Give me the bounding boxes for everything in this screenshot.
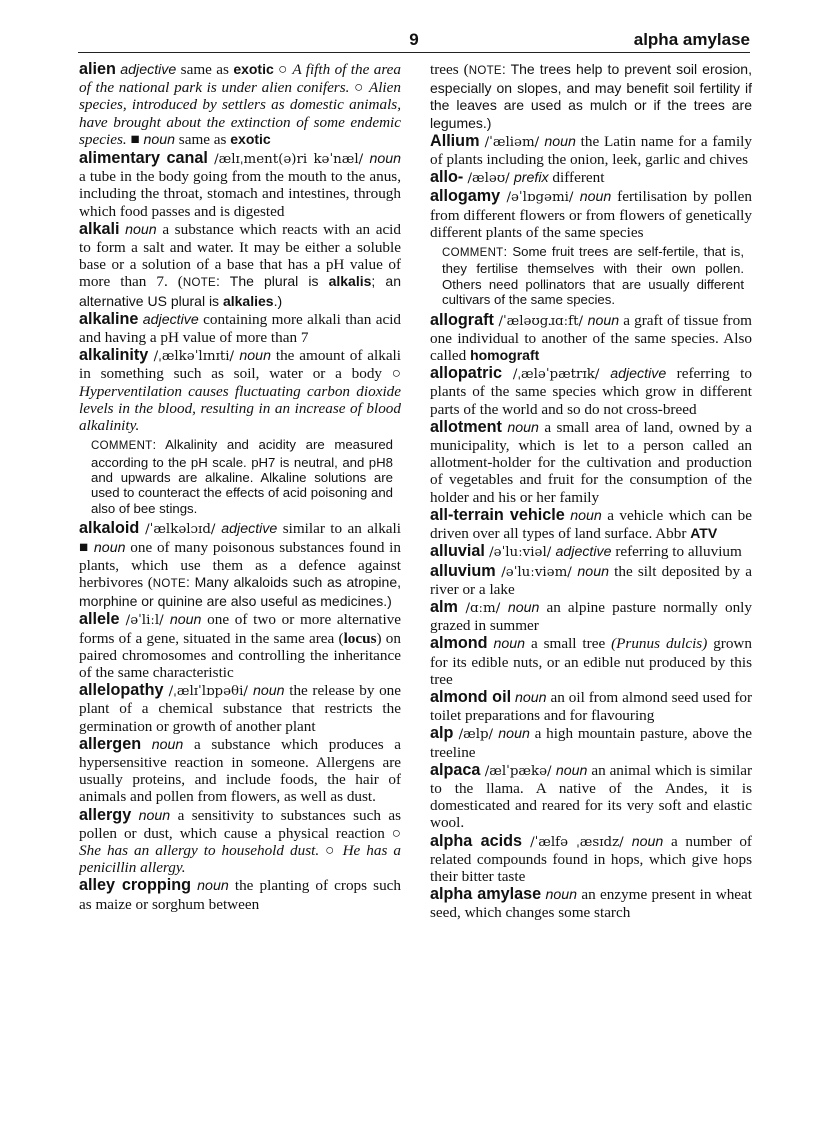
page-header — [78, 28, 750, 53]
part-of-speech: noun — [631, 833, 664, 850]
definition: a tube in the body going from the mouth to the anus, including the throat, stomach and intestines, through which food passes and is digested — [79, 168, 401, 220]
bold-term: locus — [343, 629, 377, 647]
definition: grown for its edible nuts, or an edible nut produced by this tree — [430, 635, 752, 688]
pronunciation: /ælɪˌment(ə)ri kəˈnæl/ — [207, 152, 370, 168]
part-of-speech: noun — [570, 507, 602, 524]
pronunciation: /ˈæliəm/ — [479, 134, 545, 150]
headword: alm — [430, 597, 458, 616]
definition: a graft of tissue from one individual to another of the same species. Also called — [430, 311, 752, 365]
part-of-speech: noun — [239, 348, 271, 365]
entry-alluvial — [430, 543, 752, 561]
definition: a number of related compounds found in hops, which give hops their bitter taste — [430, 832, 752, 885]
entry-alien — [79, 61, 401, 149]
sense-separator: ■ — [126, 130, 144, 148]
headword: allogamy — [430, 187, 501, 206]
comment-text: : Alkalinity and acidity are measured according to the pH scale. pH7 is neutral, and pH8 and upwards are alkaline. Alkaline solutions are used to counteract the effects of acid poisoning and also of bee stings. — [91, 437, 393, 516]
entry-alley-cropping — [79, 877, 401, 912]
definition: an oil from almond seed used for toilet preparations and for flavouring — [430, 688, 752, 725]
part-of-speech: noun — [369, 151, 401, 168]
comment-box — [91, 437, 393, 516]
entry-almond — [430, 635, 752, 688]
entry-allopatric — [430, 365, 752, 418]
definition: same as — [176, 61, 234, 78]
example: Alien species, introduced by settlers as domestic animals, have brought about the extinction of some endemic species. — [79, 79, 401, 148]
entry-alpha-acids — [430, 833, 752, 886]
entry-allergen — [79, 736, 401, 806]
definition: referring to plants of the same species which grow in different parts of the world and so do not cross-breed — [430, 365, 752, 418]
definition: a substance which reacts with an acid to form a salt and water. It may be either a soluble base or a solution of a base that has a pH value of more than 7. ( — [79, 220, 401, 291]
headword: alkaline — [79, 309, 139, 328]
headword: alluvium — [430, 561, 496, 580]
note-label: NOTE — [468, 65, 502, 77]
pronunciation: /ˌælɪˈlɒpəθi/ — [163, 684, 254, 700]
pronunciation: /əˈlɒgəmi/ — [500, 190, 580, 206]
definition: ) on paired chromosomes and controlling the inheritance of the same characteristic — [79, 629, 401, 681]
headword: alluvial — [430, 542, 485, 561]
entry-allotment — [430, 419, 752, 506]
headword: allotment — [430, 417, 502, 436]
definition: one of many poisonous substances found in plants, which use them as a defence against herbivores ( — [79, 538, 401, 591]
cross-reference: homograft — [470, 347, 540, 364]
definition: the planting of crops such as maize or sorghum between — [79, 877, 401, 913]
definition: different — [548, 169, 605, 187]
entry-allograft — [430, 312, 752, 365]
entry-almond-oil — [430, 689, 752, 724]
headword: allo- — [430, 168, 464, 187]
part-of-speech: noun — [515, 689, 547, 706]
note-bold: alkalis — [328, 273, 372, 290]
headword: alley cropping — [79, 876, 192, 895]
definition: a high mountain pasture, above the treeline — [430, 725, 752, 761]
part-of-speech: adjective — [555, 544, 612, 561]
headword: alkali — [79, 219, 120, 238]
entry-alimentary-canal — [79, 150, 401, 220]
pronunciation: /ˌæləˈpætrɪk/ — [501, 367, 611, 383]
entry-alkalinity — [79, 347, 401, 516]
entry-alp — [430, 725, 752, 760]
part-of-speech: noun — [151, 736, 184, 753]
headword: allergy — [79, 805, 132, 824]
definition: similar to an alkali — [277, 520, 401, 538]
note-label: NOTE — [152, 577, 186, 590]
definition: same as — [175, 130, 231, 148]
sense-separator: ■ — [79, 538, 94, 556]
entry-allele — [79, 611, 401, 681]
entry-alkaline — [79, 311, 401, 346]
definition: referring to alluvium — [611, 543, 742, 561]
example: She has an allergy to household dust. — [79, 841, 320, 859]
pronunciation: /ˈælkəlɔɪd/ — [139, 522, 222, 538]
note-text: ; an alternative US plural is — [79, 273, 401, 309]
definition: an enzyme present in wheat seed, which changes some starch — [430, 886, 752, 922]
part-of-speech: noun — [507, 599, 540, 616]
entry-allo — [430, 169, 752, 187]
pronunciation: /ˈælfə ˌæsɪdz/ — [522, 834, 632, 850]
definition: one of two or more alternative forms of a gene, situated in the same area ( — [79, 611, 401, 647]
cross-reference: exotic — [233, 61, 274, 77]
pronunciation: /ælˈpækə/ — [480, 763, 556, 779]
part-of-speech: noun — [587, 312, 620, 329]
example-separator: ○ — [384, 824, 401, 842]
part-of-speech: adjective — [120, 62, 177, 78]
note-label: NOTE — [182, 277, 217, 290]
entry-alkaloid — [79, 520, 401, 610]
definition: a sensitivity to substances such as pollen or dust, which cause a physical reaction — [79, 806, 401, 842]
headword: alien — [79, 61, 116, 78]
headword: alkaloid — [79, 519, 140, 538]
headword: allele — [79, 610, 120, 629]
part-of-speech: noun — [493, 636, 526, 653]
definition: containing more alkali than acid and having a pH value of more than 7 — [79, 310, 401, 347]
part-of-speech: adjective — [221, 521, 278, 538]
part-of-speech: noun — [125, 221, 157, 238]
headword: alimentary canal — [79, 149, 208, 168]
part-of-speech: noun — [138, 807, 171, 824]
headword: alkalinity — [79, 346, 149, 365]
pronunciation: /æləʊ/ — [463, 171, 514, 187]
example-separator: ○ — [382, 365, 401, 383]
example: A fifth of the area of the national park is under alien conifers. — [79, 61, 401, 97]
part-of-speech: noun — [93, 539, 126, 556]
comment-text: : Some fruit trees are self-fertile, that is, they fertilise themselves with their own pollen. Others need pollinators that are usually different cultivars of the same species. — [442, 244, 744, 308]
part-of-speech: noun — [169, 612, 202, 629]
definition: a substance which produces a hypersensitive reaction in someone. Allergens are usually proteins, and include foods, the hair of animals and pollen from flowers, as well as dust. — [79, 735, 401, 806]
running-head: alpha amylase — [633, 30, 750, 49]
note-text: : The plural is — [216, 273, 329, 290]
definition: trees ( — [430, 61, 469, 78]
part-of-speech: adjective — [142, 311, 199, 328]
pronunciation: /ˈæləʊgɹɑːft/ — [493, 313, 588, 329]
example: Hyperventilation causes fluctuating carbon dioxide levels in the blood, resulting in an increase of blood alkalinity. — [79, 382, 401, 435]
comment-label: COMMENT — [91, 440, 153, 453]
headword: alpha amylase — [430, 885, 542, 904]
part-of-speech: noun — [555, 762, 588, 779]
headword: alp — [430, 724, 454, 743]
entry-continuation — [430, 61, 752, 132]
part-of-speech: noun — [498, 726, 530, 743]
left-column — [79, 61, 401, 1071]
pronunciation: /əˈluːviəm/ — [495, 564, 578, 580]
part-of-speech: adjective — [610, 366, 667, 383]
headword: alpaca — [430, 760, 481, 779]
headword: allopatric — [430, 364, 502, 383]
comment-box — [442, 244, 744, 308]
definition: the Latin name for a family of plants including the onion, leek, garlic and chives — [430, 132, 752, 169]
right-column — [430, 61, 752, 1071]
pronunciation: /ˌælkəˈlɪnɪti/ — [148, 349, 240, 365]
headword: all-terrain vehicle — [430, 505, 565, 524]
pronunciation: /əˈliːl/ — [119, 613, 170, 629]
pronunciation: /ælp/ — [453, 727, 499, 743]
note-text: .) — [273, 292, 283, 309]
definition: the amount of alkali in something such as soil, water or a body — [79, 347, 401, 383]
part-of-speech: noun — [197, 878, 229, 895]
part-of-speech: noun — [253, 683, 285, 700]
entry-alm — [430, 599, 752, 634]
headword: allelopathy — [79, 681, 164, 700]
note-text: : The trees help to prevent soil erosion, especially on slopes, and may benefit soil fertility if the leaves are used as mulch or if the trees are legumes.) — [430, 61, 752, 131]
entry-alluvium — [430, 563, 752, 598]
example-separator: ○ — [273, 61, 293, 78]
entry-all-terrain-vehicle — [430, 507, 752, 542]
note-text: : Many alkaloids such as atropine, morphine or quinine are also useful as medicines.) — [79, 573, 401, 610]
headword: alpha acids — [430, 831, 522, 850]
abbreviation: ATV — [690, 525, 718, 542]
entry-alpha-amylase — [430, 886, 752, 921]
page-number: 9 — [409, 30, 419, 49]
headword: almond oil — [430, 687, 512, 706]
definition: a vehicle which can be driven over all types of land surface. Abbr — [430, 506, 752, 543]
pronunciation: /əˈluːviəl/ — [484, 545, 556, 561]
entry-allergy — [79, 807, 401, 877]
definition: the release by one plant of a chemical substance that restricts the germination or growth of another plant — [79, 682, 401, 735]
definition: the silt deposited by a river or a lake — [430, 562, 752, 598]
part-of-speech: noun — [577, 563, 609, 580]
definition: fertilisation by pollen from different flowers or from flowers of genetically different plants of the same species — [430, 188, 752, 241]
entry-alkali — [79, 221, 401, 310]
definition: a small tree — [525, 635, 612, 653]
example-separator: ○ — [319, 841, 343, 859]
example: He has a penicillin allergy. — [79, 841, 401, 877]
part-of-speech: prefix — [513, 170, 549, 187]
definition: a small area of land, owned by a municipality, which is let to a person called an allotment-holder for the cultivation and production of vegetables and fruit for the consumption of the holder and his or her family — [430, 418, 752, 506]
entry-allogamy — [430, 188, 752, 307]
entry-alpaca — [430, 762, 752, 832]
headword: allergen — [79, 734, 142, 753]
example-separator: ○ — [349, 79, 369, 97]
part-of-speech: noun — [507, 419, 539, 436]
cross-reference: exotic — [230, 130, 271, 147]
definition: an animal which is similar to the llama. A native of the Andes, it is domesticated and reared for its very soft and elastic wool. — [430, 761, 752, 832]
headword: allograft — [430, 310, 494, 329]
entry-allelopathy — [79, 682, 401, 735]
part-of-speech: noun — [544, 133, 576, 150]
part-of-speech: noun — [143, 131, 175, 148]
comment-label: COMMENT — [442, 247, 504, 260]
note-bold: alkalies — [222, 292, 274, 309]
headword: Allium — [430, 131, 480, 150]
part-of-speech: noun — [579, 189, 612, 206]
latin-name: (Prunus dulcis) — [611, 635, 708, 653]
definition: an alpine pasture normally only grazed in summer — [430, 598, 752, 635]
entry-allium — [430, 133, 752, 168]
pronunciation: /ɑːm/ — [457, 600, 508, 616]
part-of-speech: noun — [545, 887, 578, 904]
headword: almond — [430, 634, 488, 653]
